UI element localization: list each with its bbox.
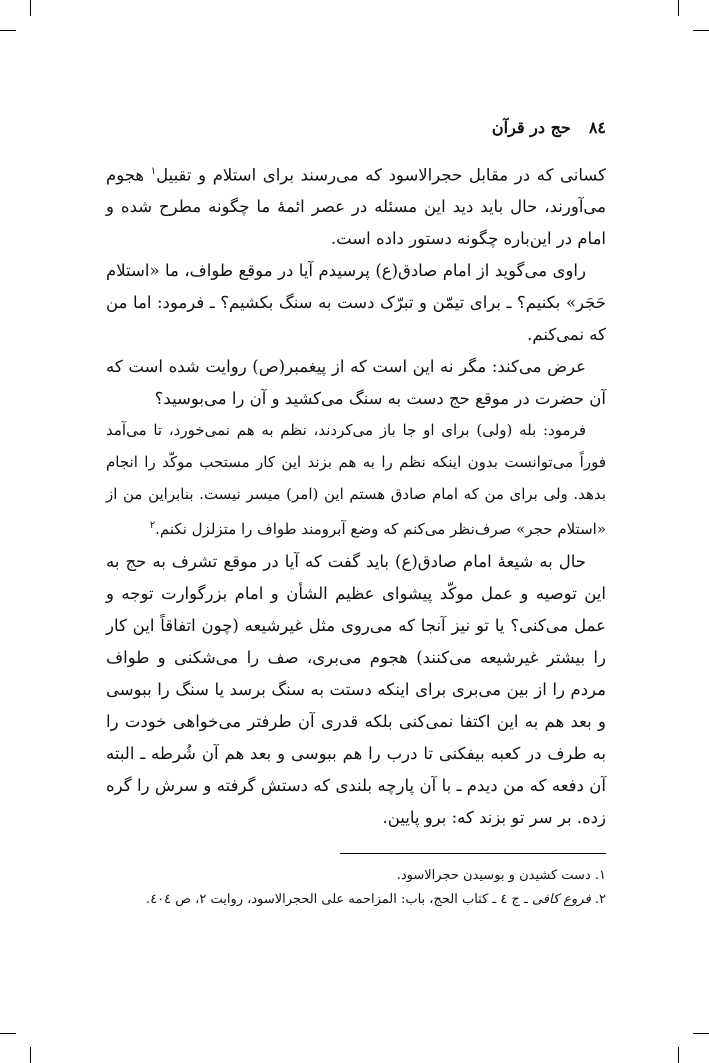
running-title: حج در قرآن — [491, 118, 571, 137]
crop-mark-top-right-v — [678, 0, 679, 16]
paragraph-1-part-a: کسانی که در مقابل حجرالاسود که می‌رسند برای استلام و تقبیل — [156, 165, 606, 185]
crop-mark-bottom-right-h — [693, 1033, 709, 1034]
crop-mark-bottom-right-v — [678, 1047, 679, 1063]
crop-mark-bottom-left-h — [0, 1033, 16, 1034]
paragraph-2: راوی می‌گوید از امام صادق(ع) پرسیدم آیا در موقع طواف، ما «استلام حَجَر» بکنیم؟ ـ برای تیمّن و تبرّک دست به سنگ بکشیم؟ ـ فرمود: اما من که نمی‌کنم. — [106, 261, 606, 345]
paragraph-4-text: فرمود: بله (ولی) برای او جا باز می‌کردند، نظم به هم نمی‌خورد، تا می‌آمد فوراً می‌توانست بدون اینکه نظم را به هم بزند این کار مستحب موکّد را انجام بدهد. ولی برای من که امام صادق هستم این (امر) میسر نیست. بنابراین من از «استلام حجر» صرف‌نظر می‌کنم که وضع آبرومند طواف را متزلزل نکنم. — [106, 420, 606, 539]
footnote-ref-2: ٢ — [149, 520, 156, 532]
footnote-2-text: ـ ج ٤ ـ کتاب الحج، باب: المزاحمه علی الحجرالاسود، روایت ٢، ص ٤٠٤. — [146, 892, 532, 907]
running-header — [106, 118, 606, 142]
paragraph-3: عرض می‌کند: مگر نه این است که از پیغمبر(ص) روایت شده است که آن حضرت در موقع حج دست به سنگ می‌کشید و آن را می‌بوسید؟ — [106, 356, 606, 408]
footnote-ref-1: ١ — [150, 166, 157, 177]
main-text — [106, 156, 606, 834]
crop-mark-top-right-h — [693, 30, 709, 31]
footnote-divider — [340, 853, 606, 854]
page-number: ٨٤ — [588, 118, 606, 137]
footnotes — [100, 864, 606, 912]
crop-mark-top-left-v — [30, 0, 31, 16]
footnote-1 — [100, 864, 606, 888]
paragraph-4 — [106, 415, 606, 547]
crop-mark-bottom-left-v — [30, 1047, 31, 1063]
paragraph-1 — [106, 156, 606, 255]
crop-mark-top-left-h — [0, 30, 16, 31]
footnote-2-book-title: فروع کافی — [531, 892, 591, 907]
paragraph-1-part-b: هجوم می‌آورند، حال باید دید این مسئله در عصر ائمهٔ ما چگونه مطرح شده و امام در این‌باره چگونه دستور داده است. — [106, 165, 606, 249]
footnote-1-text: دست کشیدن و بوسیدن حجرالاسود. — [396, 868, 591, 883]
footnote-2 — [100, 888, 606, 912]
footnote-1-number: ١. — [594, 868, 606, 883]
paragraph-5: حال به شیعهٔ امام صادق(ع) باید گفت که آیا در موقع تشرف به حج به این توصیه و عمل موکّد پیشوای عظیم الشأن و امام بزرگوارت توجه و عمل می‌کنی؟ یا تو نیز آنجا که می‌روی مثل غیرشیعه (چون اتفاقاً این کار را بیشتر غیرشیعه می‌کنند) هجوم می‌بری، صف را می‌شکنی و طواف مردم را از بین می‌بری برای اینکه دستت به سنگ برسد یا سنگ را ببوسی و بعد هم به این اکتفا نمی‌کنی بلکه قدری آن طرفتر می‌خواهی خودت را به طرف در کعبه بیفکنی تا درب را هم ببوسی و بعد هم آن شُرطه ـ البته آن دفعه که من دیدم ـ با آن پارچه بلندی که دستش گرفته و سرش را گره زده. بر سر تو بزند که: برو پایین. — [106, 552, 606, 827]
footnote-2-number: ٢. — [594, 892, 606, 907]
